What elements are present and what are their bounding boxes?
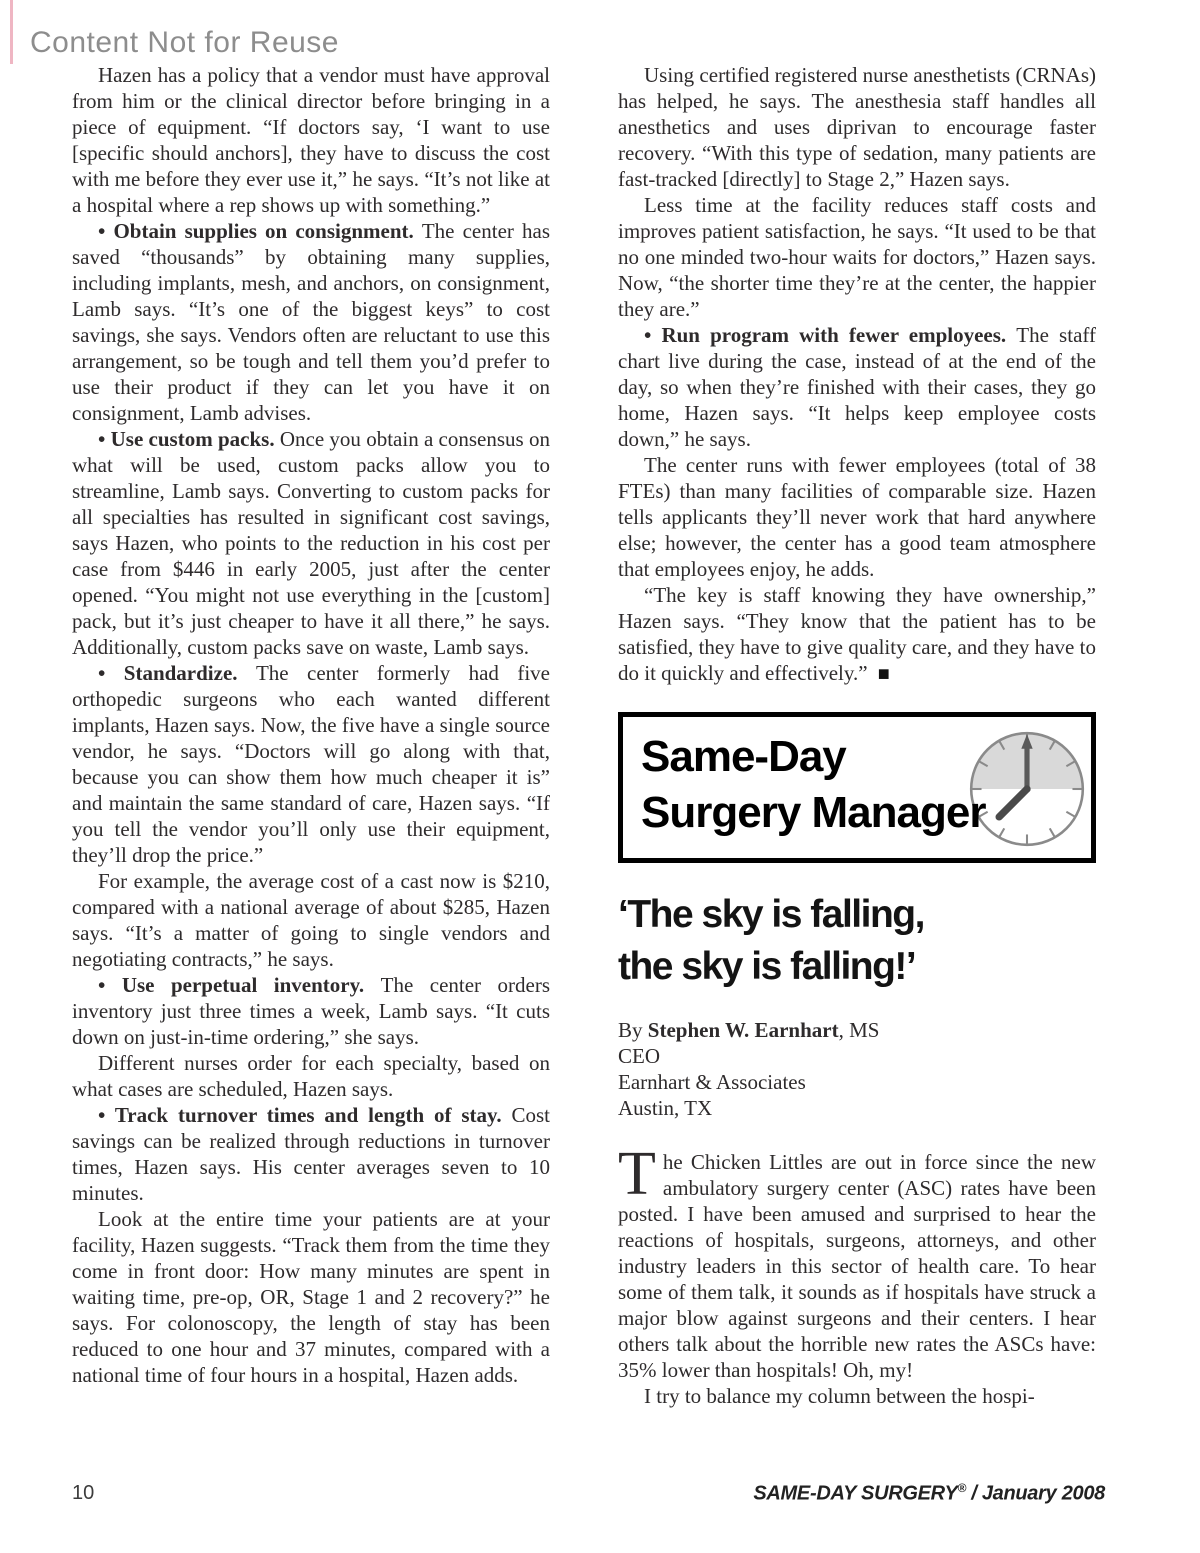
issue-date: / January 2008 <box>966 1482 1105 1505</box>
article-paragraph <box>618 1140 1096 1383</box>
logo-title-line2: Surgery Manager <box>641 788 986 837</box>
page-edge-mark <box>10 0 13 64</box>
paragraph-text: The staff chart live during the case, instead of at the end of the day, so when they’re finished with their cases, they go home, Hazen says. “It helps keep employee costs down,” he says. <box>618 323 1096 451</box>
headline-line1: ‘The sky is falling, <box>618 893 924 936</box>
right-column <box>618 62 1096 1409</box>
paragraph: For example, the average cost of a cast now is $210, compared with a national average of about $285, Hazen says. “It’s a matter of going to single vendors and negotiating contracts,” he says. <box>72 869 550 971</box>
logo-title-line1: Same-Day <box>641 732 846 781</box>
bullet-lead: • Track turnover times and length of stay. <box>98 1103 512 1127</box>
paragraph-text: Once you obtain a consensus on what will be used, custom packs allow you to streamline, Lamb says. Converting to custom packs for all specialties has resulted in significant cost savings, says Hazen, who points to the reduction in his cost per case from $446 in early 2005, just after the center opened. “You might not use everything in the [custom] pack, but it’s just cheaper to have it all there,” he says. Additionally, custom packs save on waste, Lamb says. <box>72 427 550 659</box>
bullet-lead: • Use perpetual inventory. <box>98 973 381 997</box>
drop-cap: T <box>618 1140 656 1208</box>
article-headline <box>618 889 1096 993</box>
paragraph: Look at the entire time your patients are at your facility, Hazen suggests. “Track them from the time they come in front door: How many minutes are spent in waiting time, pre-op, OR, Stage 1 and 2 recovery?” he says. For colonoscopy, the length of stay has been reduced to one hour and 37 minutes, compared with a national time of four hours in a hospital, Hazen adds. <box>72 1207 550 1387</box>
bullet-lead: • Obtain supplies on consignment. <box>98 219 422 243</box>
bullet-paragraph <box>618 322 1096 452</box>
paragraph-text: “The key is staff knowing they have ownership,” Hazen says. “They know that the patient has to be satisfied, they have to give quality care, and they have to do it quickly and effectively.” <box>618 583 1096 685</box>
logo-title <box>623 717 1091 841</box>
bullet-paragraph <box>72 1102 550 1206</box>
bullet-paragraph <box>72 218 550 426</box>
section-logo-box <box>618 712 1096 863</box>
paragraph: Using certified registered nurse anesthetists (CRNAs) has helped, he says. The anesthesia staff handles all anesthetics and uses diprivan to encourage faster recovery. “With this type of sedation, many patients are fast-tracked [directly] to Stage 2,” Hazen says. <box>618 63 1096 191</box>
paragraph-text: The center formerly had five orthopedic surgeons who each wanted different implants, Hazen says. Now, the five have a single source vendor, he says. “Doctors will go along with that, because you can show them how much cheaper it is” and maintain the same standard of care, Hazen says. “If you tell the vendor you’ll only use their equipment, they’ll drop the price.” <box>72 661 550 867</box>
page-number: 10 <box>72 1482 95 1504</box>
bullet-lead: • Run program with fewer employees. <box>644 323 1017 347</box>
paragraph: The center runs with fewer employees (total of 38 FTEs) than many facilities of comparable size. Hazen tells applicants they’ll never work that hard anywhere else; however, the center has a good team atmosphere that employees enjoy, he adds. <box>618 453 1096 581</box>
headline-line2: the sky is falling!’ <box>618 945 916 988</box>
bullet-paragraph <box>72 660 550 868</box>
byline-location: Austin, TX <box>618 1096 713 1120</box>
registered-mark: ® <box>957 1481 967 1495</box>
byline <box>618 1017 1096 1121</box>
byline-company: Earnhart & Associates <box>618 1070 806 1094</box>
bullet-lead: • Standardize. <box>98 661 256 685</box>
paragraph: Hazen has a policy that a vendor must have approval from him or the clinical director before bringing in a piece of equipment. “If doctors say, ‘I want to use [specific should anchors], they have to discuss the cost with me before they ever use it,” he says. “It’s not like at a hospital where a rep shows up with something.” <box>72 63 550 217</box>
paragraph: Less time at the facility reduces staff costs and improves patient satisfaction, he says. “It used to be that no one minded two-hour waits for doctors,” Hazen says. Now, “the shorter time they’re at the center, the happier they are.” <box>618 193 1096 321</box>
journal-title: SAME-DAY SURGERY <box>753 1482 958 1505</box>
bullet-lead: • Use custom packs. <box>98 427 280 451</box>
paragraph-text: The center has saved “thousands” by obtaining many supplies, including implants, mesh, and anchors, on consignment, Lamb says. “It’s one of the biggest keys” to cost savings, she says. Vendors often are reluctant to use this arrangement, so be tough and tell them you’d prefer to use their product if they can let you have it on consignment, Lamb advises. <box>72 219 550 425</box>
article-paragraph: I try to balance my column between the hospi- <box>644 1384 1035 1408</box>
watermark: Content Not for Reuse <box>30 26 339 59</box>
paragraph <box>618 582 1096 686</box>
paragraph-text: Cost savings can be realized through reductions in turnover times, Hazen says. His center averages seven to 10 minutes. <box>72 1103 550 1205</box>
left-column <box>72 62 550 1388</box>
paragraph-text: he Chicken Littles are out in force since the new ambulatory surgery center (ASC) rates have been posted. I have been amused and surprised to hear the reactions of hospitals, surgeons, attorneys, and other industry leaders in this sector of health care. To hear some of them talk, it sounds as if hospitals have struck a major blow against surgeons and their centers. I hear others talk about the horrible new rates the ASCs have: 35% lower than hospitals! Oh, my! <box>618 1150 1096 1382</box>
paragraph-text: The center orders inventory just three times a week, Lamb says. “It cuts down on just-in-time ordering,” she says. <box>72 973 550 1049</box>
bullet-paragraph <box>72 972 550 1050</box>
bullet-paragraph <box>72 426 550 660</box>
byline-title: CEO <box>618 1044 660 1068</box>
end-of-story-mark: ■ <box>877 663 890 685</box>
paragraph: Different nurses order for each specialty, based on what cases are scheduled, Hazen says. <box>72 1051 550 1101</box>
footer-journal-line <box>753 1481 1105 1506</box>
author-name: Stephen W. Earnhart <box>647 1018 839 1042</box>
byline-author: By Stephen W. Earnhart, MS <box>618 1018 880 1042</box>
